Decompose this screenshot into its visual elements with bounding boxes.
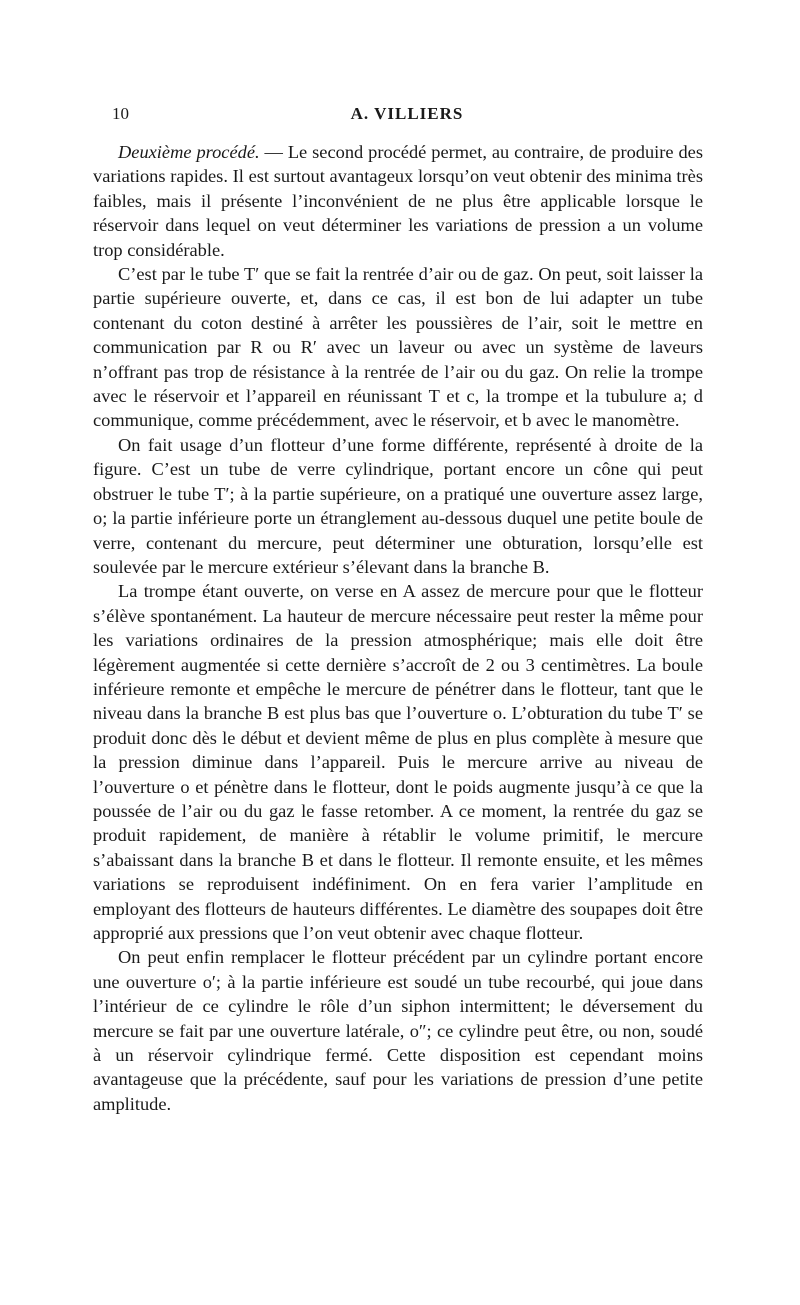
paragraph [93,945,703,1116]
running-header [112,104,702,130]
paragraph-text: La trompe étant ouverte, on verse en A assez de mercure pour que le flotteur s’élève spontanément. La hauteur de mercure nécessaire peut rester la même pour les variations ordinaires de la pression atmosphérique; mais elle doit être légèrement augmentée si cette dernière s’accroît de 2 ou 3 centimètres. La boule inférieure remonte et empêche le mercure de pénétrer dans le flotteur, tant que le niveau dans la branche B est plus bas que l’ouverture o. L’obturation du tube T′ se produit donc dès le début et devient même de plus en plus complète à mesure que la pression diminue dans l’appareil. Puis le mercure arrive au niveau de l’ouverture o et pénètre dans le flotteur, dont le poids augmente jusqu’à ce que la poussée de l’air ou du gaz le fasse retomber. A ce moment, la rentrée du gaz se produit rapidement, de manière à rétablir le volume primitif, le mercure s’abaissant dans la branche B et dans le flotteur. Il remonte ensuite, et les mêmes variations se reproduisent indéfiniment. On en fera varier l’amplitude en employant des flotteurs de hauteurs différentes. Le diamètre des soupapes doit être approprié aux pressions que l’on veut obtenir avec chaque flotteur. [93,581,703,943]
paragraph [93,140,703,262]
paragraph [93,579,703,945]
running-title-author: A. VILLIERS [350,104,464,123]
paragraph-text: — Le second procédé permet, au contraire, de produire des variations rapides. Il est surtout avantageux lorsqu’on veut obtenir des minima très faibles, mais il présente l’inconvénient de ne plus être applicable lorsque le réservoir dans lequel on veut déterminer les variations de pression a un volume trop considérable. [93,142,703,260]
section-lead-title: Deuxième procédé. [118,142,260,162]
body-text [93,140,703,1116]
paragraph-text: On peut enfin remplacer le flotteur précédent par un cylindre portant encore une ouverture o′; à la partie inférieure est soudé un tube recourbé, qui joue dans l’intérieur de ce cylindre le rôle d’un siphon intermittent; le déversement du mercure se fait par une ouverture latérale, o″; ce cylindre peut être, ou non, soudé à un réservoir cylindrique fermé. Cette disposition est cependant moins avantageuse que la précédente, sauf pour les variations de pression d’une petite amplitude. [93,947,703,1114]
paragraph [93,433,703,579]
paragraph [93,262,703,433]
paragraph-text: On fait usage d’un flotteur d’une forme différente, représenté à droite de la figure. C’est un tube de verre cylindrique, portant encore un cône qui peut obstruer le tube T′; à la partie supérieure, on a pratiqué une ouverture assez large, o; la partie inférieure porte un étranglement au-dessous duquel une petite boule de verre, contenant du mercure, peut déterminer une obturation, lorsqu’elle est soulevée par le mercure extérieur s’élevant dans la branche B. [93,434,703,577]
paragraph-text: C’est par le tube T′ que se fait la rentrée d’air ou de gaz. On peut, soit laisser la partie supérieure ouverte, et, dans ce cas, il est bon de lui adapter un tube contenant du coton destiné à arrêter les poussières de l’air, soit le mettre en communication par R ou R′ avec un laveur ou avec un système de laveurs n’offrant pas trop de résistance à la rentrée de l’air ou du gaz. On relie la trompe avec le réservoir et l’appareil en réunissant T et c, la trompe et la tubulure a; d communique, comme précédemment, avec le réservoir, et b avec le manomètre. [93,264,703,431]
page-number: 10 [112,104,129,123]
